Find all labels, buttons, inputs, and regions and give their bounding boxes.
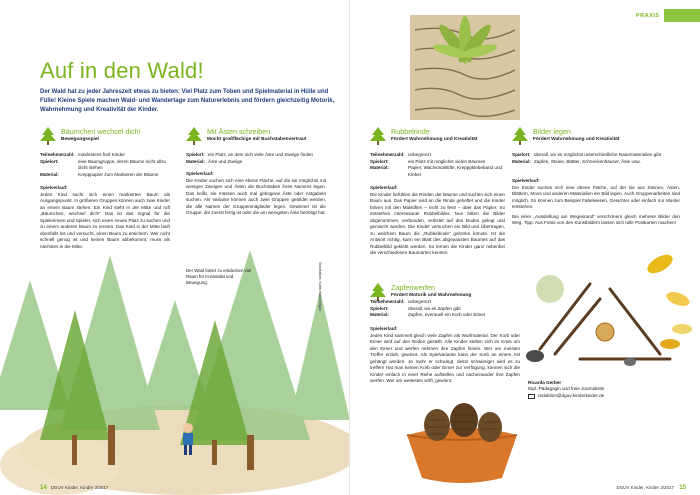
info-table-baeumchen: Teilnehmerzahl: mindestens fünf Kinder Spielort: eine Baumgruppe, deren Bäume nicht allzu dicht stehen Material: Krepppapier zum Markieren der Bäume — [40, 152, 167, 177]
footer-left: 14 DGUV Kinder, Kinder 3/2017 — [40, 485, 109, 491]
author-role: Dipl.-Pädagogin und freie Journalistin — [528, 386, 605, 392]
info-table-zapfenwerfen: Teilnehmerzahl: unbegrenzt Spielort: überall, wo es Zapfen gibt Material: Zapfen, eventuell ein Korb oder Eimer — [370, 299, 486, 318]
block-subtitle: Fördert Wahrnehmung und Kreativität — [533, 137, 620, 142]
page-title: Auf in den Wald! — [40, 58, 204, 83]
block-subtitle: Bewegungsspiel — [61, 137, 99, 142]
pine-cone-icon — [424, 403, 502, 442]
stone-icon — [624, 358, 636, 366]
block-title: Bilder legen — [533, 127, 571, 136]
right-page — [350, 0, 700, 495]
author-box — [528, 380, 688, 399]
leaf-icon — [644, 251, 692, 349]
block-title: Rubbelrinde — [391, 127, 430, 136]
page-number: 14 — [40, 485, 47, 491]
paragraph-aesten: Spielverlauf: Die Kinder suchen sich eine ebene Fläche, auf die sie möglichst mit wenigen Zweigen und Ästen die Buchstaben ihres Namens legen. Das heißt, sie müssen auch mal gebogene Äste oder Astgabeln suchen. Als Variante können auch zwei Gruppen gebildet werden, die alle Namen der Gruppenmitglieder legen. Gewinner ist die Gruppe, die zuerst fertig ist oder die am wenigsten Äste benötigt hat. — [186, 171, 326, 215]
image-caption: Der Wald bietet zu entdecken viel Raum für Kreativität und Bewegung. — [186, 268, 252, 285]
block-title: Mit Ästen schreiben — [207, 127, 271, 136]
basket-cones-illustration — [402, 400, 522, 485]
block-subtitle: Fördert Wahrnehmung und Kreativität — [391, 137, 478, 142]
paragraph-rubbelrinde: Spielverlauf: Die Kinder befühlen die Rinden der Bäume und suchen sich einen Baum aus. Das Papier wird an die Rinde geheftet und die Kinder fahren mit den Malstiften – nicht zu fest! – über das Papier. So entstehen interessante Rubbelbilder. Nun bitten die Bilder abgenommen, verbunden, verlistet auf den Boden gelegt und gemischt werden. Die Kinder versuchen ein Bild und Übertragen, zu welchem Baum die „Rubbelrinde“ gehören könnte. Ist die Antwort richtig, kann ein Blatt des abgepausten Baumes auf das Rubbelbild geklebt werden. So lernen die Kinder ganz nebenbei die verschiedenen Baumarten kennen. — [370, 185, 505, 255]
mail-icon — [528, 394, 535, 399]
page-number: 15 — [679, 485, 686, 491]
paragraph-baeumchen: Spielverlauf: Jedes Kind sucht sich einen markierten Baum als Ausgangspunkt. In größeren Gruppen können auch zwei Kinder an einem Baum stehen. Ein Kind steht in der Mitte und ruft „Bäumchen, wechsel dich!“ Das ist das Signal für die Spielerinnen und Spieler, sich einen neuen Platz zu suchen und zu einem anderen Baum zu rennen. Das Kind in der Mitte läuft ebenfalls los und versucht, einen Baum zu ersichern. Wer nicht schnell genug ist und keinen Baum abbekommt, muss als nächstes in die Mitte. — [40, 185, 170, 249]
block-subtitle: Fördert Motorik und Wahrnehmung — [391, 293, 472, 298]
block-subtitle: Mocht großflächige mit Buchstabenvertraut — [207, 137, 307, 142]
block-header-baeumchen — [40, 127, 141, 145]
tree-icon — [186, 127, 202, 145]
block-title: Bäumchen wechsel dich! — [61, 127, 141, 136]
info-table-rubbelrinde: Teilnehmerzahl: unbegrenzt Spielort: ein Platz mit möglichst vielen Bäumen Material: Papier, Wachsmalstifte, Krepppklebeband und Kleber — [370, 152, 503, 177]
section-label: PRAXIS — [622, 9, 700, 22]
block-header-rubbelrinde — [370, 127, 477, 145]
paragraph-bilder-legen: Spielverlauf: Die Kinder suchen sich eine ebene Fläche, auf der sie aus Steinen, Ästen, Blättern, Moos und anderen Materialien ein Bild legen. Auch Gruppenarbeiten sind möglich. So können zum Beispiel Fabelwesen, Gesichter oder einfach nur Muster entstehen. Bei einer „Ausstellung am Wegesrand“ verschönern gleich mehrere Bilder den Weg. Tipp: Aus Fotos von den Kunstbildern lassen sich tolle Postkarten machen! — [512, 178, 680, 225]
bark-leaf-illustration — [405, 10, 525, 125]
author-name: Ricarda Gerber — [528, 380, 562, 385]
photo-credit: Illustration: Korin Kasch/dguv — [318, 262, 322, 312]
moss-icon — [536, 275, 564, 303]
block-header-bilder-legen — [512, 127, 619, 145]
block-header-aesten — [186, 127, 306, 145]
stone-icon — [526, 350, 544, 362]
snail-shell-icon — [596, 323, 614, 341]
intro-text: Der Wald hat zu jeder Jahreszeit etwas zu bieten: Viel Platz zum Toben und Spielmaterial in Hülle und Fülle! Kleine Spiele machen Wald- und Wandertage zum Naturerlebnis und fördern gleichzeitig Motorik, Wahrnehmung und Kreativität der Kinder. — [40, 89, 335, 113]
tree-icon — [370, 127, 386, 145]
paragraph-zapfenwerfen: Spielverlauf: Jedes Kind sammelt gleich viele Zapfen als Wurfmaterial. Der Korb oder Eimer wird auf den Boden gestellt. Alle Kinder stellen sich im Kreis um den Eimer und werfen nehmen ihre Zapfen hinein. Wer am meisten Treffer erzielt, gewinnt. Als Spielvariante kann der Korb an einem Ast gehängt werden. Je mehr er schwingt, desto schwieriger wird es zu treffen! Hat man keinen Korb oder Eimer zur Verfügung, können sich die Kinder einfach in einer Reihe aufstellen und nacheinander ihre Zapfen werfen. Wer am weitesten wirft, gewinnt. — [370, 326, 520, 383]
info-table-aesten: Spielort: ein Platz, an dem sich viele Äste und Zweige finden Material: Äste und Zweige — [186, 152, 313, 164]
info-table-bilder-legen: Spielort: überall, wo es möglichst unterschiedliche Naturmaterialien gibt Material: Zapfen, Steine, Blätter, Schneckenhäuser, Äste usw. — [512, 152, 662, 164]
forest-illustration — [0, 240, 350, 495]
tree-icon — [512, 127, 528, 145]
footer-right: DGUV Kinder, Kinder 3/2017 15 — [616, 485, 686, 491]
tree-icon — [40, 127, 56, 145]
nature-materials-illustration — [520, 244, 700, 379]
author-mail[interactable]: redaktion@dguv-kinderkinder.de — [538, 392, 605, 398]
block-title: Zapfenwerfen — [391, 283, 435, 292]
